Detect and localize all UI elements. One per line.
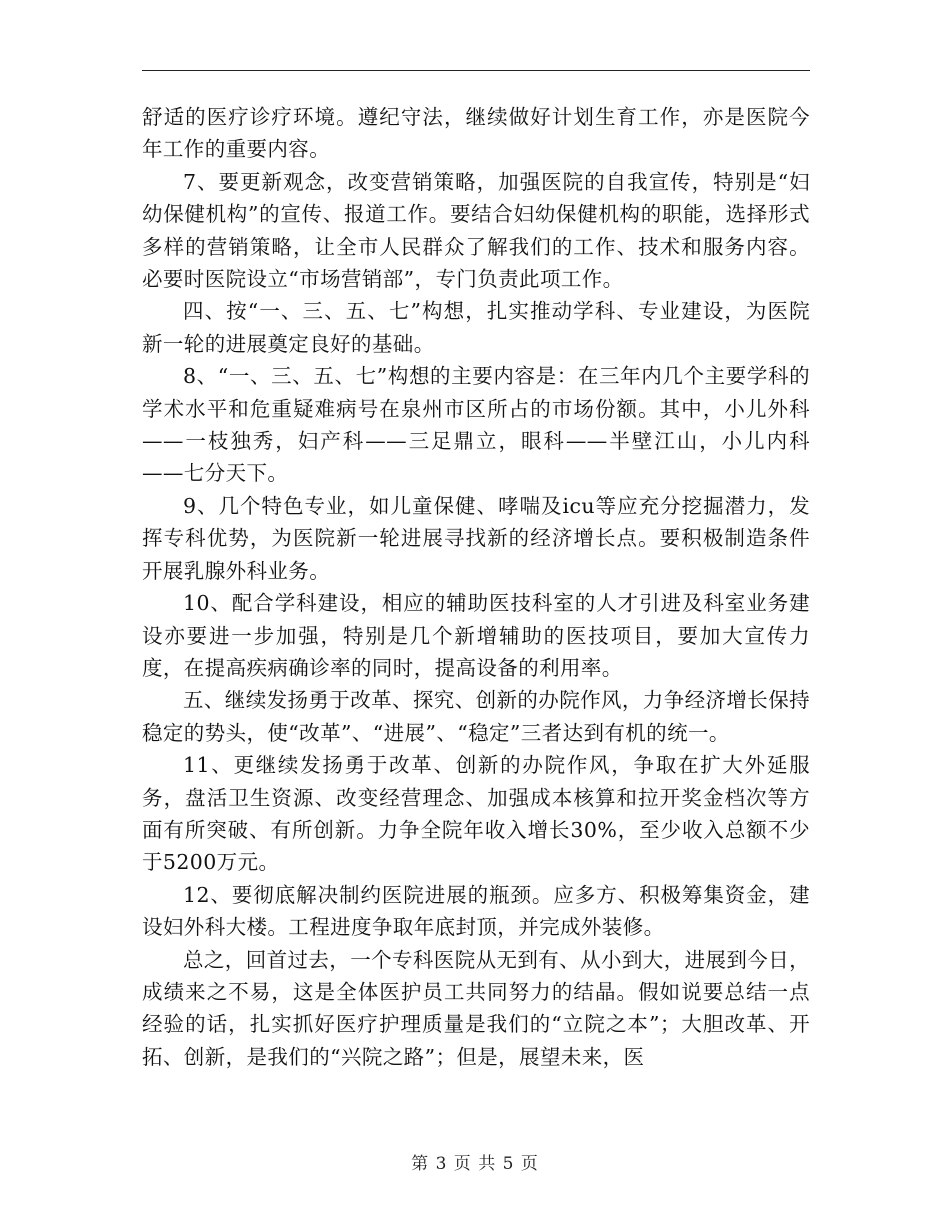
paragraph: 舒适的医疗诊疗环境。遵纪守法，继续做好计划生育工作，亦是医院今年工作的重要内容。 — [142, 105, 810, 162]
paragraph: 7、要更新观念，改变营销策略，加强医院的自我宣传，特别是“妇幼保健机构”的宣传、报道工作。要结合妇幼保健机构的职能，选择形式多样的营销策略，让全市人民群众了解我们的工作、技术和服务内容。必要时医院设立“市场营销部”，专门负责此项工作。 — [142, 169, 810, 292]
paragraph: 10、配合学科建设，相应的辅助医技科室的人才引进及科室业务建设亦要进一步加强，特别是几个新增辅助的医技项目，要加大宣传力度，在提高疾病确诊率的同时，提高设备的利用率。 — [142, 591, 810, 680]
paragraph: 9、几个特色专业，如儿童保健、哮喘及icu等应充分挖掘潜力，发挥专科优势，为医院新一轮进展寻找新的经济增长点。要积极制造条件开展乳腺外科业务。 — [142, 493, 810, 583]
page-number-footer: 第 3 页 共 5 页 — [411, 1154, 539, 1174]
paragraph: 8、“一、三、五、七”构想的主要内容是：在三年内几个主要学科的学术水平和危重疑难病号在泉州市区所占的市场份额。其中，小儿外科——一枝独秀，妇产科——三足鼎立，眼科——半壁江山，小儿内科——七分天下。 — [142, 364, 810, 486]
paragraph: 12、要彻底解决制约医院进展的瓶颈。应多方、积极筹集资金，建设妇外科大楼。工程进度争取年底封顶，并完成外装修。 — [142, 882, 810, 940]
paragraph: 总之，回首过去，一个专科医院从无到有、从小到大，进展到今日，成绩来之不易，这是全体医护员工共同努力的结晶。假如说要总结一点经验的话，扎实抓好医疗护理质量是我们的“立院之本”；大胆改革、开拓、创新，是我们的“兴院之路”；但是，展望未来，医 — [142, 947, 810, 1069]
document-body — [142, 101, 810, 1073]
paragraph: 11、更继续发扬勇于改革、创新的办院作风，争取在扩大外延服务，盘活卫生资源、改变经营理念、加强成本核算和拉开奖金档次等方面有所突破、有所创新。力争全院年收入增长30%，至少收入总额不少于5200万元。 — [142, 753, 810, 875]
header-rule — [142, 70, 810, 71]
section-heading-paragraph: 四、按“一、三、五、七”构想，扎实推动学科、专业建设，为医院新一轮的进展奠定良好的基础。 — [142, 299, 810, 356]
section-heading-paragraph: 五、继续发扬勇于改革、探究、创新的办院作风，力争经济增长保持稳定的势头，使“改革”、“进展”、“稳定”三者达到有机的统一。 — [142, 688, 810, 745]
